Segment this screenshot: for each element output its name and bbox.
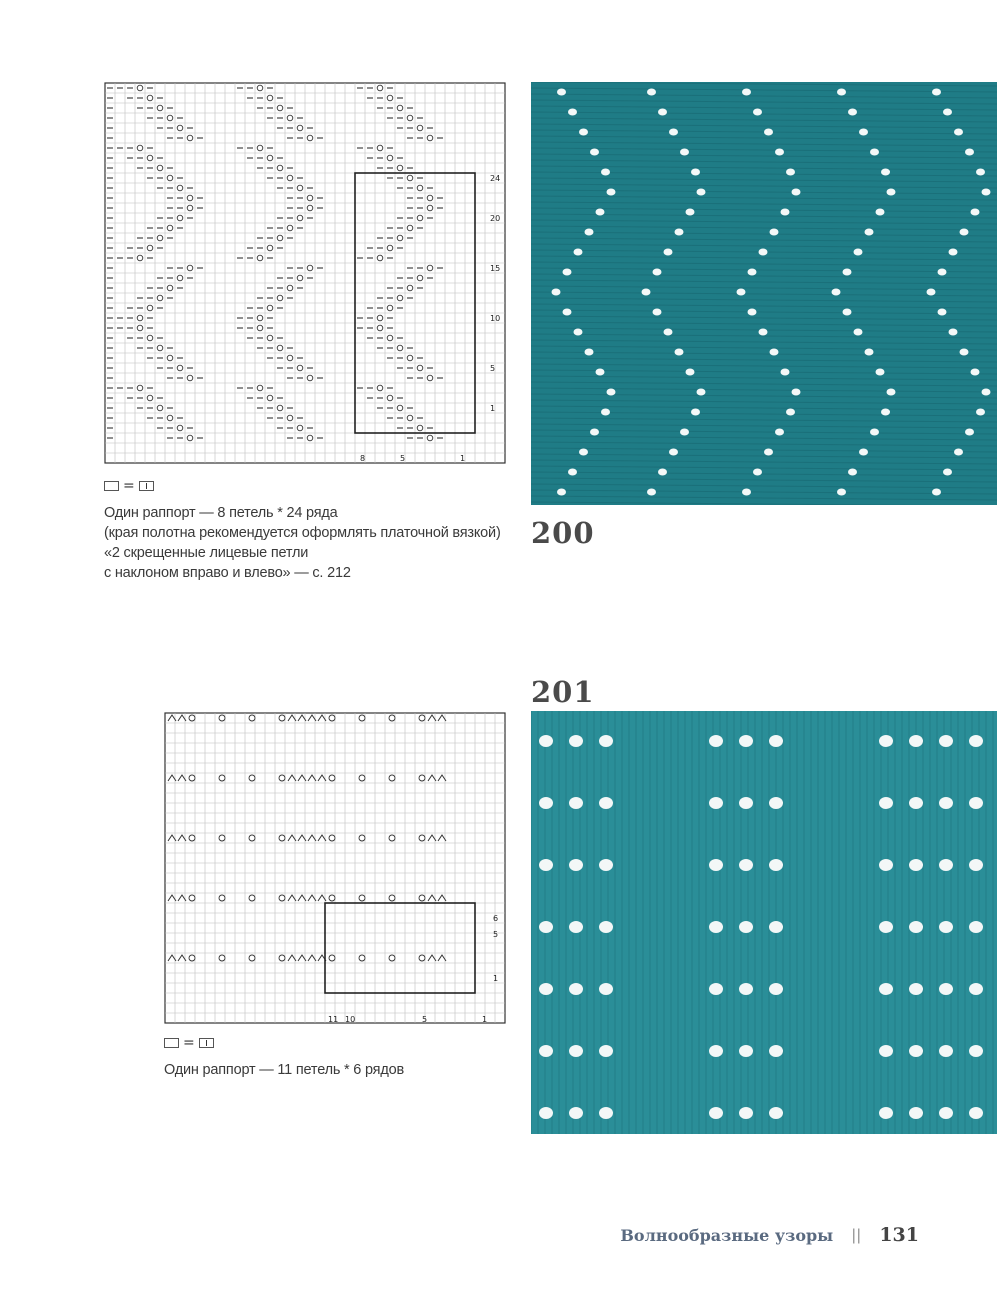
eyelet-hole	[960, 349, 969, 356]
eyelet-hole	[759, 249, 768, 256]
eyelet-hole	[599, 1045, 613, 1057]
eyelet-hole	[965, 149, 974, 156]
eyelet-hole	[647, 89, 656, 96]
eyelet-hole	[599, 1107, 613, 1119]
eyelet-hole	[664, 329, 673, 336]
pattern-number-200: 200	[531, 516, 595, 550]
eyelet-hole	[664, 249, 673, 256]
eyelet-hole	[870, 429, 879, 436]
eyelet-hole	[764, 129, 773, 136]
eyelet-hole	[969, 1107, 983, 1119]
eyelet-hole	[939, 859, 953, 871]
row-number-200: 24	[490, 174, 501, 183]
col-number-201: 11	[328, 1015, 339, 1024]
eyelet-hole	[709, 797, 723, 809]
eyelet-hole	[557, 489, 566, 496]
row-number-200: 15	[490, 264, 501, 273]
eyelet-hole	[739, 921, 753, 933]
eyelet-hole	[642, 289, 651, 296]
col-number-200: 8	[360, 454, 366, 463]
caption-200-line-3: «2 скрещенные лицевые петли	[104, 545, 309, 561]
empty-cell-icon	[104, 481, 119, 491]
page-footer	[620, 1224, 919, 1246]
footer-separator: ||	[851, 1226, 862, 1244]
eyelet-hole	[539, 1045, 553, 1057]
chart-200-grid	[104, 82, 510, 470]
eyelet-hole	[742, 489, 751, 496]
eyelet-hole	[792, 389, 801, 396]
eyelet-hole	[753, 469, 762, 476]
eyelet-hole	[739, 735, 753, 747]
eyelet-hole	[939, 1107, 953, 1119]
eyelet-hole	[769, 735, 783, 747]
eyelet-hole	[739, 859, 753, 871]
caption-200-line-4: с наклоном вправо и влево» — с. 212	[104, 565, 351, 581]
eyelet-hole	[579, 129, 588, 136]
eyelet-hole	[775, 149, 784, 156]
eyelet-hole	[748, 269, 757, 276]
row-number-200: 5	[490, 364, 496, 373]
eyelet-hole	[969, 735, 983, 747]
col-number-201: 10	[345, 1015, 356, 1024]
row-number-200: 10	[490, 314, 501, 323]
grid-201	[165, 713, 505, 1024]
eyelet-hole	[596, 209, 605, 216]
eyelet-hole	[675, 349, 684, 356]
eyelet-hole	[539, 735, 553, 747]
eyelet-hole	[976, 169, 985, 176]
eyelet-hole	[909, 983, 923, 995]
eyelet-hole	[854, 249, 863, 256]
eyelet-hole	[949, 249, 958, 256]
chart-201	[164, 712, 508, 1032]
row-number-201: 6	[493, 914, 499, 923]
eyelet-hole	[939, 1045, 953, 1057]
eyelet-hole	[680, 429, 689, 436]
eyelet-hole	[539, 1107, 553, 1119]
eyelet-hole	[647, 489, 656, 496]
eyelet-hole	[653, 269, 662, 276]
legend-201-eq: =	[183, 1035, 195, 1051]
eyelet-hole	[739, 1107, 753, 1119]
section-title: Волнообразные узоры	[620, 1225, 834, 1245]
row-number-200: 20	[490, 214, 501, 223]
caption-201-line-1: Один раппорт — 11 петель * 6 рядов	[164, 1062, 404, 1078]
eyelet-hole	[748, 309, 757, 316]
eyelet-hole	[954, 129, 963, 136]
legend-200	[104, 478, 154, 494]
eyelet-hole	[887, 189, 896, 196]
eyelet-hole	[876, 369, 885, 376]
eyelet-hole	[764, 449, 773, 456]
eyelet-hole	[865, 349, 874, 356]
eyelet-hole	[879, 797, 893, 809]
eyelet-hole	[759, 329, 768, 336]
eyelet-hole	[590, 149, 599, 156]
eyelet-hole	[669, 449, 678, 456]
eyelet-hole	[775, 429, 784, 436]
eyelet-hole	[691, 409, 700, 416]
eyelet-hole	[786, 409, 795, 416]
eyelet-hole	[739, 983, 753, 995]
eyelet-hole	[590, 429, 599, 436]
eyelet-hole	[876, 209, 885, 216]
eyelet-hole	[658, 469, 667, 476]
row-number-201: 1	[493, 974, 499, 983]
eyelet-hole	[881, 409, 890, 416]
eyelet-hole	[960, 229, 969, 236]
col-number-201: 1	[482, 1015, 488, 1024]
eyelet-hole	[579, 449, 588, 456]
col-number-200: 1	[460, 454, 466, 463]
swatch-photo-200	[531, 82, 997, 505]
eyelet-hole	[737, 289, 746, 296]
eyelet-hole	[982, 189, 991, 196]
eyelet-hole	[939, 983, 953, 995]
eyelet-hole	[709, 859, 723, 871]
eyelet-hole	[879, 1107, 893, 1119]
eyelet-hole	[971, 209, 980, 216]
eyelet-hole	[709, 983, 723, 995]
eyelet-hole	[569, 797, 583, 809]
eyelet-hole	[739, 1045, 753, 1057]
eyelet-hole	[557, 89, 566, 96]
eyelet-hole	[769, 921, 783, 933]
eyelet-hole	[859, 449, 868, 456]
eyelet-hole	[599, 735, 613, 747]
caption-200	[104, 503, 501, 583]
eyelet-hole	[938, 269, 947, 276]
eyelet-hole	[569, 1107, 583, 1119]
eyelet-hole	[697, 389, 706, 396]
row-number-201: 5	[493, 930, 499, 939]
eyelet-hole	[938, 309, 947, 316]
eyelet-hole	[569, 1045, 583, 1057]
empty-cell-icon	[164, 1038, 179, 1048]
eyelet-hole	[563, 309, 572, 316]
caption-201	[164, 1060, 404, 1080]
eyelet-hole	[599, 921, 613, 933]
legend-201	[164, 1035, 214, 1051]
eyelet-hole	[943, 109, 952, 116]
eyelet-hole	[932, 89, 941, 96]
eyelet-hole	[607, 189, 616, 196]
eyelet-hole	[552, 289, 561, 296]
eyelet-hole	[742, 89, 751, 96]
eyelet-hole	[686, 369, 695, 376]
eyelet-hole	[792, 189, 801, 196]
eyelet-hole	[569, 735, 583, 747]
eyelet-hole	[770, 229, 779, 236]
eyelet-hole	[568, 109, 577, 116]
eyelet-hole	[769, 1045, 783, 1057]
eyelet-hole	[969, 1045, 983, 1057]
eyelet-hole	[939, 735, 953, 747]
eyelet-hole	[879, 1045, 893, 1057]
eyelet-hole	[971, 369, 980, 376]
eyelet-hole	[909, 735, 923, 747]
knit-stitch-icon	[199, 1038, 214, 1048]
eyelet-hole	[769, 859, 783, 871]
eyelet-hole	[653, 309, 662, 316]
grid-200	[105, 83, 505, 463]
eyelet-hole	[909, 859, 923, 871]
eyelet-hole	[837, 89, 846, 96]
legend-200-eq: =	[123, 478, 135, 494]
eyelet-hole	[563, 269, 572, 276]
eyelet-hole	[859, 129, 868, 136]
eyelet-hole	[739, 797, 753, 809]
eyelet-hole	[769, 797, 783, 809]
swatch-photo-201	[531, 711, 997, 1134]
eyelet-hole	[697, 189, 706, 196]
eyelet-hole	[680, 149, 689, 156]
eyelet-hole	[909, 1107, 923, 1119]
eyelet-hole	[574, 249, 583, 256]
eyelet-hole	[879, 983, 893, 995]
eyelet-hole	[539, 797, 553, 809]
eyelet-hole	[539, 983, 553, 995]
eyelet-hole	[709, 1045, 723, 1057]
col-number-200: 5	[400, 454, 406, 463]
eyelet-hole	[568, 469, 577, 476]
eyelet-hole	[601, 409, 610, 416]
eyelet-hole	[837, 489, 846, 496]
eyelet-hole	[585, 229, 594, 236]
row-number-200: 1	[490, 404, 496, 413]
eyelet-hole	[569, 921, 583, 933]
eyelet-hole	[669, 129, 678, 136]
eyelet-hole	[927, 289, 936, 296]
eyelet-hole	[599, 859, 613, 871]
eyelet-hole	[753, 109, 762, 116]
col-number-201: 5	[422, 1015, 428, 1024]
eyelet-hole	[686, 209, 695, 216]
eyelet-hole	[976, 409, 985, 416]
eyelet-hole	[596, 369, 605, 376]
eyelet-hole	[691, 169, 700, 176]
eyelet-hole	[969, 859, 983, 871]
eyelet-hole	[539, 859, 553, 871]
eyelet-hole	[848, 469, 857, 476]
eyelet-hole	[969, 797, 983, 809]
eyelet-hole	[939, 921, 953, 933]
eyelet-hole	[943, 469, 952, 476]
eyelet-hole	[574, 329, 583, 336]
eyelet-hole	[709, 735, 723, 747]
eyelet-hole	[770, 349, 779, 356]
eyelet-hole	[965, 429, 974, 436]
eyelet-hole	[969, 983, 983, 995]
eyelet-hole	[954, 449, 963, 456]
eyelet-hole	[949, 329, 958, 336]
swatch-201-image	[531, 711, 997, 1134]
eyelet-hole	[932, 489, 941, 496]
eyelet-hole	[879, 859, 893, 871]
eyelet-hole	[939, 797, 953, 809]
eyelet-hole	[848, 109, 857, 116]
eyelet-hole	[569, 859, 583, 871]
eyelet-hole	[909, 921, 923, 933]
eyelet-hole	[769, 983, 783, 995]
eyelet-hole	[969, 921, 983, 933]
caption-200-line-2: (края полотна рекомендуется оформлять платочной вязкой)	[104, 525, 501, 541]
eyelet-hole	[786, 169, 795, 176]
eyelet-hole	[585, 349, 594, 356]
eyelet-hole	[854, 329, 863, 336]
pattern-number-201: 201	[531, 675, 595, 709]
eyelet-hole	[599, 983, 613, 995]
eyelet-hole	[769, 1107, 783, 1119]
eyelet-hole	[909, 1045, 923, 1057]
eyelet-hole	[909, 797, 923, 809]
eyelet-hole	[843, 309, 852, 316]
chart-200	[104, 82, 510, 470]
eyelet-hole	[675, 229, 684, 236]
eyelet-hole	[709, 1107, 723, 1119]
eyelet-hole	[539, 921, 553, 933]
eyelet-hole	[781, 209, 790, 216]
eyelet-hole	[601, 169, 610, 176]
eyelet-hole	[709, 921, 723, 933]
eyelet-hole	[879, 735, 893, 747]
eyelet-hole	[881, 169, 890, 176]
eyelet-hole	[887, 389, 896, 396]
eyelet-hole	[569, 983, 583, 995]
eyelet-hole	[658, 109, 667, 116]
page-number: 131	[879, 1224, 919, 1246]
eyelet-hole	[865, 229, 874, 236]
eyelet-hole	[599, 797, 613, 809]
eyelet-hole	[982, 389, 991, 396]
swatch-200-image	[531, 82, 997, 505]
eyelet-hole	[870, 149, 879, 156]
eyelet-hole	[781, 369, 790, 376]
knit-stitch-icon	[139, 481, 154, 491]
chart-201-grid	[164, 712, 508, 1032]
eyelet-hole	[843, 269, 852, 276]
caption-200-line-1: Один раппорт — 8 петель * 24 ряда	[104, 505, 338, 521]
eyelet-hole	[832, 289, 841, 296]
eyelet-hole	[607, 389, 616, 396]
eyelet-hole	[879, 921, 893, 933]
